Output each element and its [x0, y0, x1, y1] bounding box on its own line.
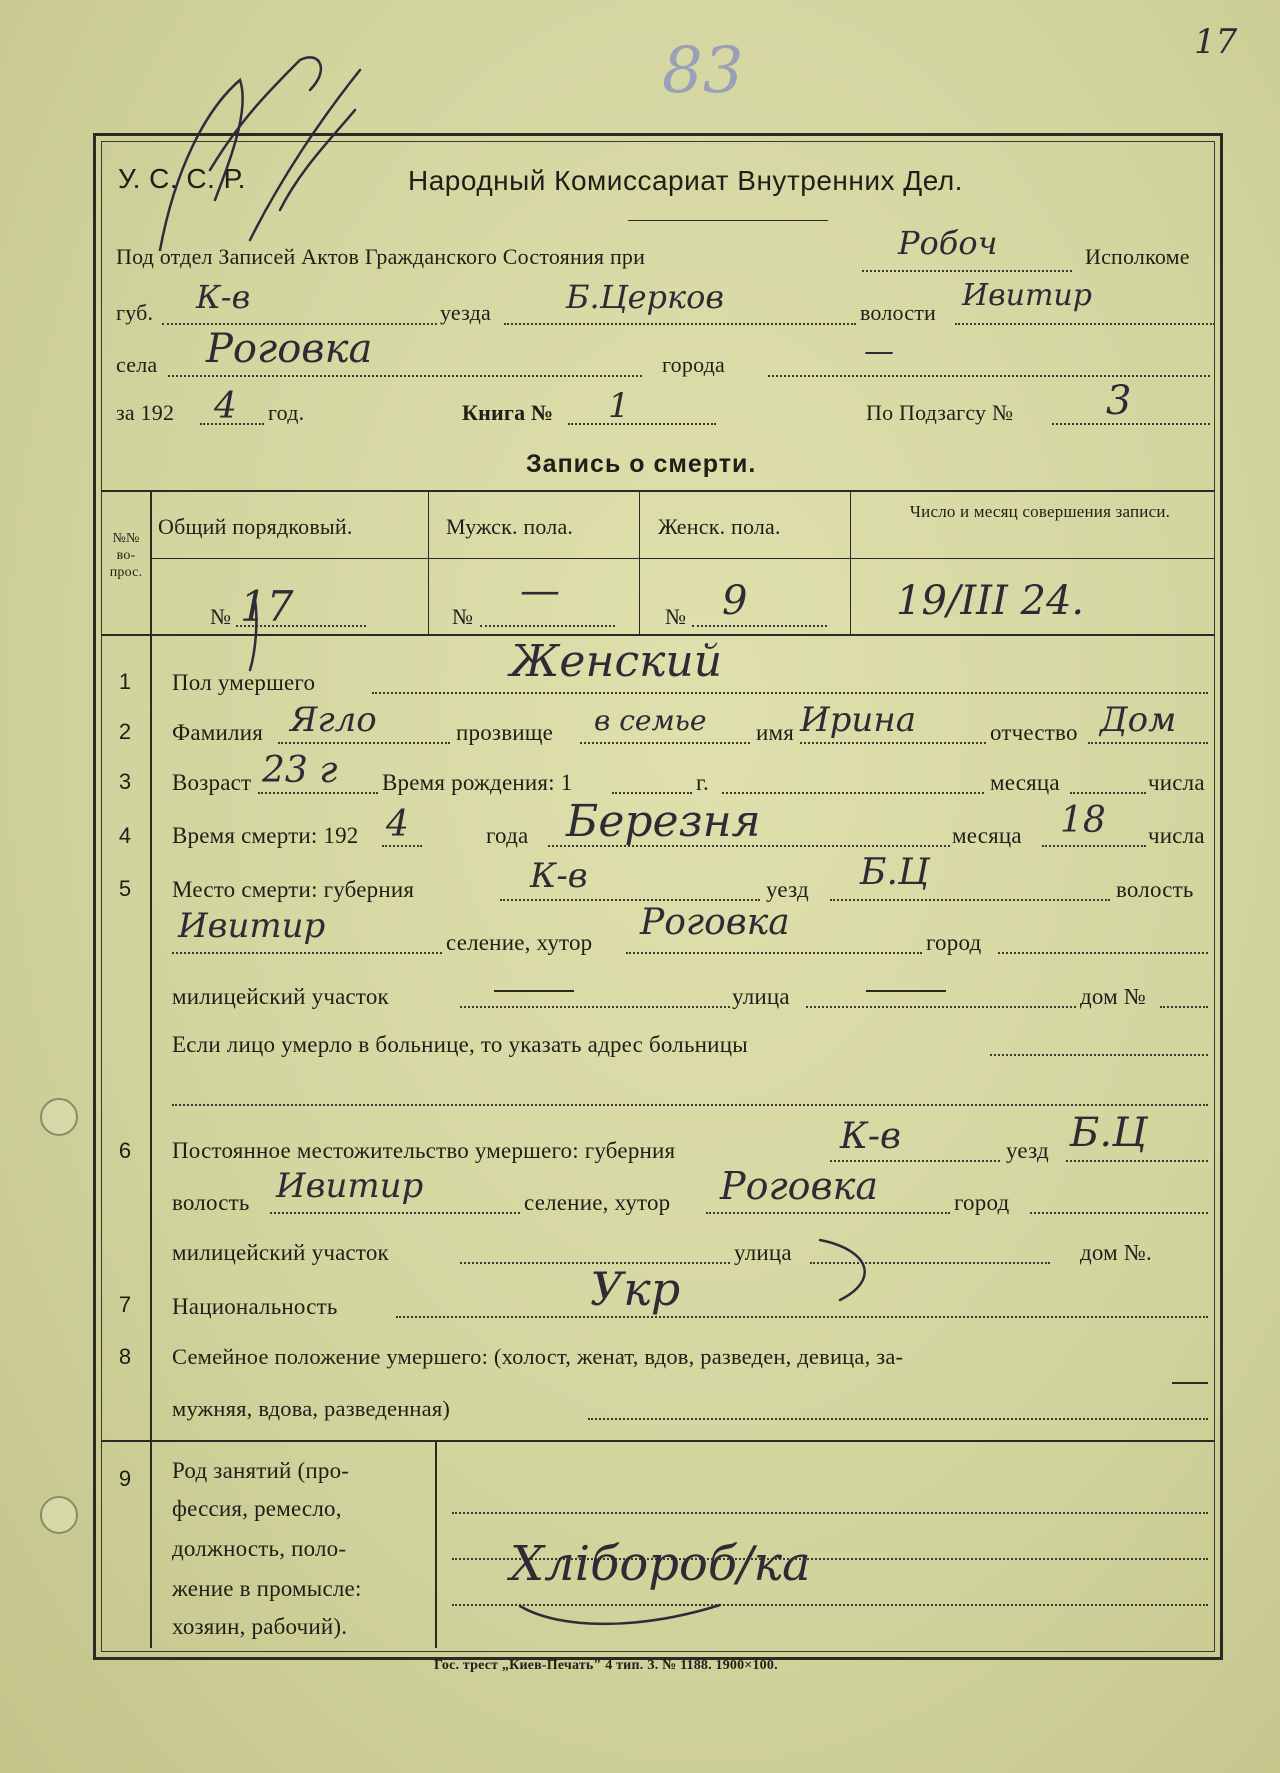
row2-patronymic: Дом: [1100, 700, 1177, 740]
row1-value: Женский: [510, 636, 723, 687]
row3-age: 23 г: [262, 750, 338, 791]
pencil-number: 83: [662, 34, 744, 108]
subdept-suffix: Исполкоме: [1085, 244, 1190, 269]
row6-label7: улица: [734, 1240, 792, 1265]
row2-label: Фамилия: [172, 720, 264, 745]
row5-volost: Ивитир: [178, 906, 326, 946]
year-suffix: год.: [268, 400, 305, 425]
row4-number: 4: [118, 823, 132, 848]
row5-gub: К-в: [530, 856, 588, 896]
row5-label2: уезд: [766, 877, 809, 902]
row5-label4: селение, хутор: [446, 930, 593, 955]
row5-hospital: Если лицо умерло в больнице, то указать адрес больницы: [172, 1032, 748, 1057]
row6-label8: дом №.: [1080, 1240, 1152, 1265]
margin-signature-1: [160, 80, 243, 250]
row5-label8: дом №: [1080, 984, 1147, 1009]
row8-line1: Семейное положение умершего: (холост, женат, вдов, разведен, девица, за-: [172, 1344, 904, 1369]
republic-label: У. С. С. Р.: [118, 163, 246, 194]
row4-label: Время смерти: 192: [172, 823, 359, 848]
subsection-value: 3: [1106, 378, 1132, 424]
row5-label: Место смерти: губерния: [172, 877, 415, 902]
col2-header: Мужск. пола.: [446, 514, 574, 539]
subdept-prefix: Под отдел Записей Актов Гражданского Состояния при: [116, 244, 646, 269]
uezda-label: уезда: [440, 300, 491, 325]
row9-line2: фессия, ремесло,: [172, 1496, 342, 1521]
row1-number: 1: [118, 669, 132, 694]
row3-label: Возраст: [172, 770, 252, 795]
row6-selo: Роговка: [720, 1164, 878, 1208]
col3-header: Женск. пола.: [658, 514, 781, 539]
page-number: 17: [1194, 22, 1238, 62]
row9-line3: должность, поло-: [172, 1536, 347, 1561]
row2-number: 2: [118, 719, 132, 744]
margin-signature-2: [210, 57, 321, 170]
row3-label5: числа: [1148, 770, 1205, 795]
volosti-value: Ивитир: [962, 278, 1092, 313]
row6-number: 6: [118, 1138, 132, 1163]
col0-header: №№ во- прос.: [109, 531, 143, 580]
row3-label3: г.: [696, 770, 709, 795]
row6-label5: город: [954, 1190, 1010, 1215]
num-prefix-3: №: [665, 604, 687, 629]
num-prefix-1: №: [210, 604, 232, 629]
row7-number: 7: [118, 1292, 132, 1317]
row9-line1: Род занятий (про-: [172, 1458, 350, 1483]
commissariat-title: Народный Комиссариат Внутренних Дел.: [408, 165, 963, 196]
sela-value: Роговка: [206, 326, 373, 372]
row2-label2: прозвище: [456, 720, 554, 745]
goroda-value: —: [864, 334, 894, 369]
row4-year: 4: [386, 804, 409, 845]
row6-label4: селение, хутор: [524, 1190, 671, 1215]
vertical-stroke-17: [250, 600, 256, 670]
sela-label: села: [116, 352, 158, 377]
row3-label2: Время рождения: 1: [382, 770, 573, 795]
row2-label3: имя: [756, 720, 795, 745]
row6-uezd: Б.Ц: [1070, 1110, 1147, 1156]
row9-number: 9: [118, 1466, 132, 1491]
record-title: Запись о смерти.: [526, 450, 757, 478]
row1-label: Пол умершего: [172, 670, 316, 695]
gub-value: К-в: [196, 278, 251, 316]
row5-number: 5: [118, 876, 132, 901]
row2-name: Ирина: [800, 700, 916, 740]
row4-label4: числа: [1148, 823, 1205, 848]
book-value: 1: [608, 386, 630, 426]
row5-uezd: Б.Ц: [860, 852, 930, 893]
row3-label4: месяца: [990, 770, 1060, 795]
col1-header: Общий порядковый.: [158, 514, 353, 539]
row6-gub: К-в: [840, 1116, 901, 1157]
num-prefix-2: №: [452, 604, 474, 629]
row4-day: 18: [1060, 800, 1106, 841]
female-value: 9: [722, 578, 748, 624]
uezda-value: Б.Церков: [566, 278, 725, 316]
row6-label2: уезд: [1006, 1138, 1049, 1163]
row2-nickname: в семье: [594, 704, 707, 737]
row5-selo: Роговка: [640, 902, 790, 943]
row5-label7: улица: [732, 984, 790, 1009]
row6-label6: милицейский участок: [172, 1240, 389, 1265]
row6-flourish: [820, 1240, 865, 1300]
row6-volost: Ивитир: [276, 1166, 424, 1206]
footer-print: Гос. трест „Киев-Печать" 4 тип. З. № 1188. 1900×100.: [434, 1658, 778, 1673]
gub-label: губ.: [116, 300, 154, 325]
row9-line5: хозяин, рабочий).: [172, 1614, 348, 1639]
date-value: 19/III 24.: [896, 578, 1085, 624]
row3-number: 3: [118, 769, 132, 794]
general-value: 17: [240, 582, 294, 631]
row9-flourish: [520, 1605, 720, 1624]
row4-label3: месяца: [952, 823, 1022, 848]
row4-month-value: Березня: [566, 796, 761, 847]
row7-value: Укр: [590, 1262, 681, 1316]
row5-label3: волость: [1116, 877, 1194, 902]
year-value: 4: [214, 386, 237, 427]
row8-line2: мужняя, вдова, разведенная): [172, 1396, 451, 1421]
row7-label: Национальность: [172, 1294, 338, 1319]
subsection-label: По Подзагсу №: [866, 400, 1014, 425]
row2-surname: Ягло: [290, 700, 377, 740]
row6-label3: волость: [172, 1190, 250, 1215]
year-label: за 192: [116, 400, 175, 425]
row5-label6: милицейский участок: [172, 984, 389, 1009]
row8-number: 8: [118, 1344, 132, 1369]
goroda-label: города: [662, 352, 725, 377]
book-label: Книга №: [462, 400, 554, 425]
col4-header: Число и месяц совершения записи.: [909, 502, 1171, 521]
pri-value: Робоч: [898, 224, 998, 262]
male-value: —: [520, 568, 560, 614]
volosti-label: волости: [860, 300, 937, 325]
row2-label4: отчество: [990, 720, 1078, 745]
row9-value: Хлібороб/ка: [510, 1536, 811, 1592]
row6-label: Постоянное местожительство умершего: губерния: [172, 1138, 676, 1163]
row9-line4: жение в промысле:: [172, 1576, 362, 1601]
row4-label2: года: [486, 823, 529, 848]
row5-label5: город: [926, 930, 982, 955]
